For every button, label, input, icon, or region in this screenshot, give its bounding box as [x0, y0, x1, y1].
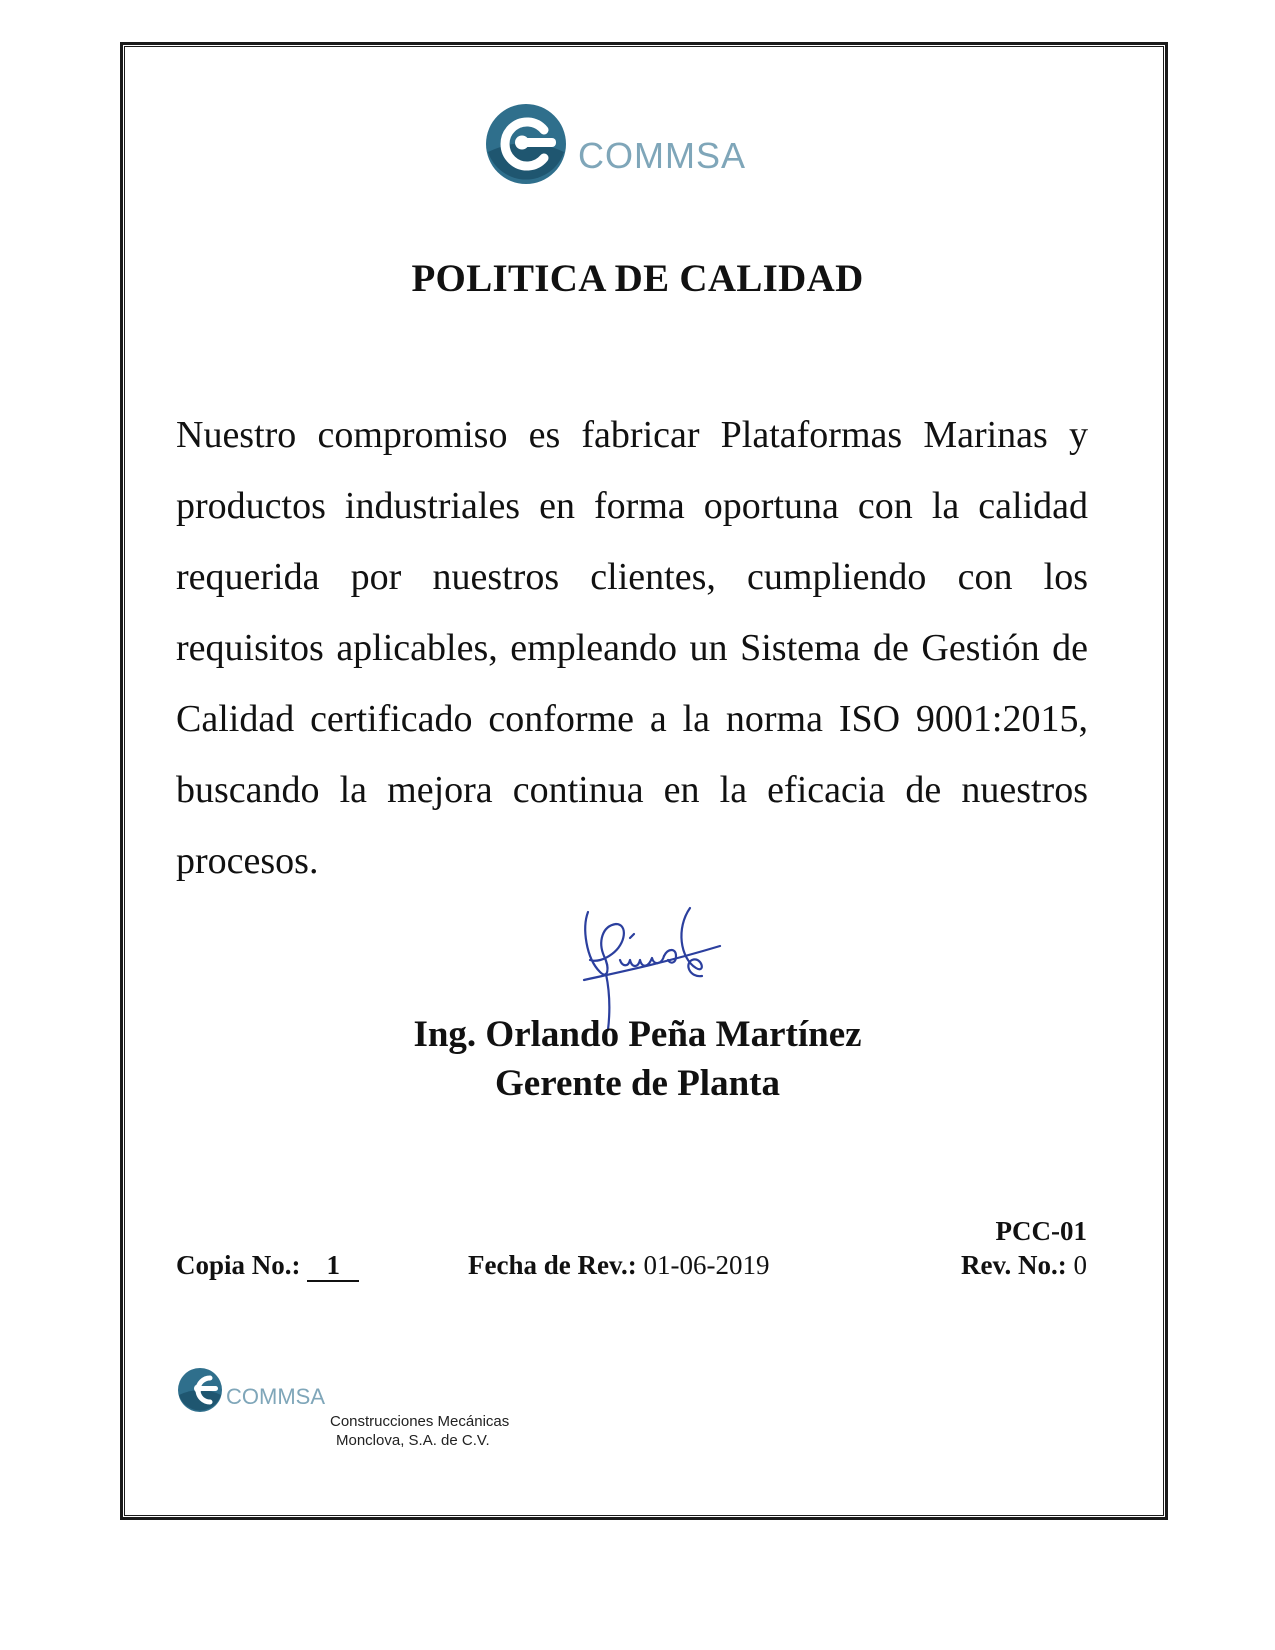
signer-name: Ing. Orlando Peña Martínez — [413, 1014, 862, 1055]
revision-date-field — [468, 1250, 769, 1281]
logo-dot-small — [194, 1385, 202, 1393]
logo-wave — [488, 143, 564, 180]
commsa-logo-bottom — [176, 1352, 336, 1428]
company-legal-line-1: Construcciones Mecánicas — [330, 1413, 510, 1430]
company-legal-line-2: Monclova, S.A. de C.V. — [336, 1432, 490, 1449]
logo-wordmark: COMMSA — [578, 135, 746, 176]
commsa-logo-top — [482, 100, 782, 200]
policy-statement: Nuestro compromiso es fabricar Plataformas Marinas y productos industriales en forma oportuna con la calidad requerida por nuestros clientes, cumpliendo con los requisitos aplicables, empleando un Sistema de Gestión de Calidad certificado conforme a la norma ISO 9001:2015, buscando la mejora continua en la eficacia de nuestros procesos. — [176, 414, 1088, 882]
copy-number-field — [176, 1250, 359, 1282]
revision-date-label: Fecha de Rev.: — [468, 1250, 637, 1280]
logo-wordmark-small: COMMSA — [226, 1384, 325, 1409]
revision-number-field — [961, 1250, 1087, 1281]
document-code: PCC-01 — [995, 1216, 1087, 1246]
copy-number-label: Copia No.: — [176, 1250, 301, 1280]
revision-date-value: 01-06-2019 — [643, 1250, 770, 1280]
revision-number-label: Rev. No.: — [961, 1250, 1067, 1280]
copy-number-value: 1 — [307, 1250, 359, 1282]
company-legal-name — [330, 1412, 509, 1450]
signer-role: Gerente de Planta — [495, 1063, 780, 1104]
logo-dot — [515, 136, 529, 150]
revision-number-value: 0 — [1073, 1250, 1087, 1280]
document-title: POLITICA DE CALIDAD — [411, 257, 864, 300]
